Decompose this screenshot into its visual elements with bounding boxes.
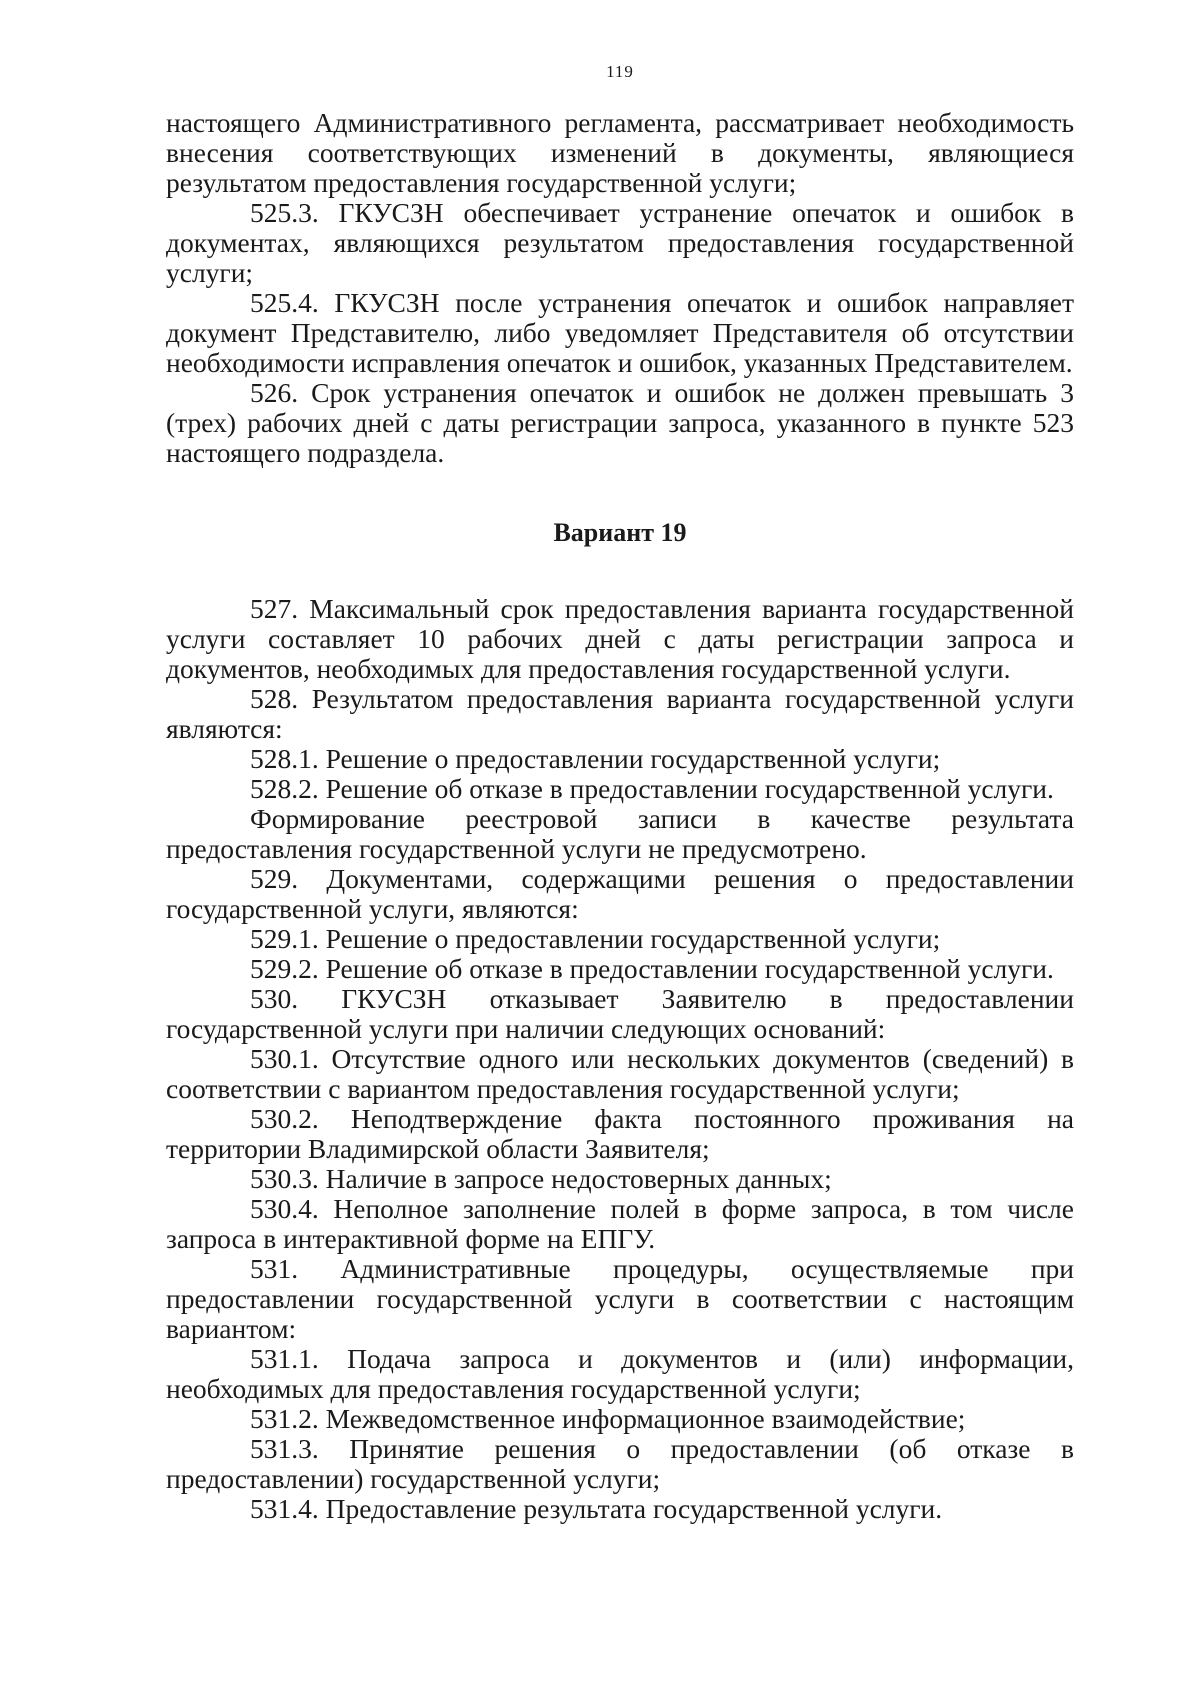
paragraph-529-2: 529.2. Решение об отказе в предоставлении государственной услуги. (250, 953, 1054, 984)
paragraph-529-1: 529.1. Решение о предоставлении государственной услуги; (250, 923, 941, 954)
paragraph-529: 529. Документами, содержащими решения о предоставлении государственной услуги, являются: (166, 863, 1074, 924)
paragraph-531-3: 531.3. Принятие решения о предоставлении (об отказе в предоставлении) государственной услуги; (166, 1433, 1074, 1494)
paragraph-525-4: 525.4. ГКУСЗН после устранения опечаток и ошибок направляет документ Представителю, либо уведомляет Представителя об отсутствии необходимости исправления опечаток и ошибок, указанных Представителем. (166, 287, 1074, 378)
page-number: 119 (606, 62, 634, 81)
paragraph-531-2: 531.2. Межведомственное информационное взаимодействие; (250, 1403, 966, 1434)
paragraph-531: 531. Административные процедуры, осуществляемые при предоставлении государственной услуги в соответствии с настоящим вариантом: (166, 1253, 1074, 1344)
section-variant-19 (166, 594, 1074, 1524)
paragraph-registry: Формирование реестровой записи в качестве результата предоставления государственной услуги не предусмотрено. (166, 803, 1074, 864)
paragraph-528-1: 528.1. Решение о предоставлении государственной услуги; (250, 743, 941, 774)
paragraph-531-4: 531.4. Предоставление результата государственной услуги. (250, 1493, 943, 1524)
paragraph-531-1: 531.1. Подача запроса и документов и (или) информации, необходимых для предоставления государственной услуги; (166, 1343, 1074, 1404)
paragraph-530-1: 530.1. Отсутствие одного или нескольких документов (сведений) в соответствии с вариантом предоставления государственной услуги; (166, 1043, 1074, 1104)
paragraph-530-3: 530.3. Наличие в запросе недостоверных данных; (250, 1163, 832, 1194)
paragraph: настоящего Административного регламента, рассматривает необходимость внесения соответствующих изменений в документы, являющиеся результатом предоставления государственной услуги; (166, 107, 1074, 198)
paragraph-530-4: 530.4. Неполное заполнение полей в форме запроса, в том числе запроса в интерактивной форме на ЕПГУ. (166, 1193, 1074, 1254)
paragraph-528: 528. Результатом предоставления варианта государственной услуги являются: (166, 683, 1074, 744)
paragraph-527: 527. Максимальный срок предоставления варианта государственной услуги составляет 10 рабочих дней с даты регистрации запроса и документов, необходимых для предоставления государственной услуги. (166, 593, 1074, 684)
paragraph-528-2: 528.2. Решение об отказе в предоставлении государственной услуги. (250, 773, 1054, 804)
section-heading: Вариант 19 (553, 518, 687, 547)
paragraph-530: 530. ГКУСЗН отказывает Заявителю в предоставлении государственной услуги при наличии следующих оснований: (166, 983, 1074, 1044)
section-top (166, 108, 1074, 468)
paragraph-526: 526. Срок устранения опечаток и ошибок не должен превышать 3 (трех) рабочих дней с даты регистрации запроса, указанного в пункте 523 настоящего подраздела. (166, 377, 1074, 468)
paragraph-525-3: 525.3. ГКУСЗН обеспечивает устранение опечаток и ошибок в документах, являющихся результатом предоставления государственной услуги; (166, 197, 1074, 288)
paragraph-530-2: 530.2. Неподтверждение факта постоянного проживания на территории Владимирской области Заявителя; (166, 1103, 1074, 1164)
